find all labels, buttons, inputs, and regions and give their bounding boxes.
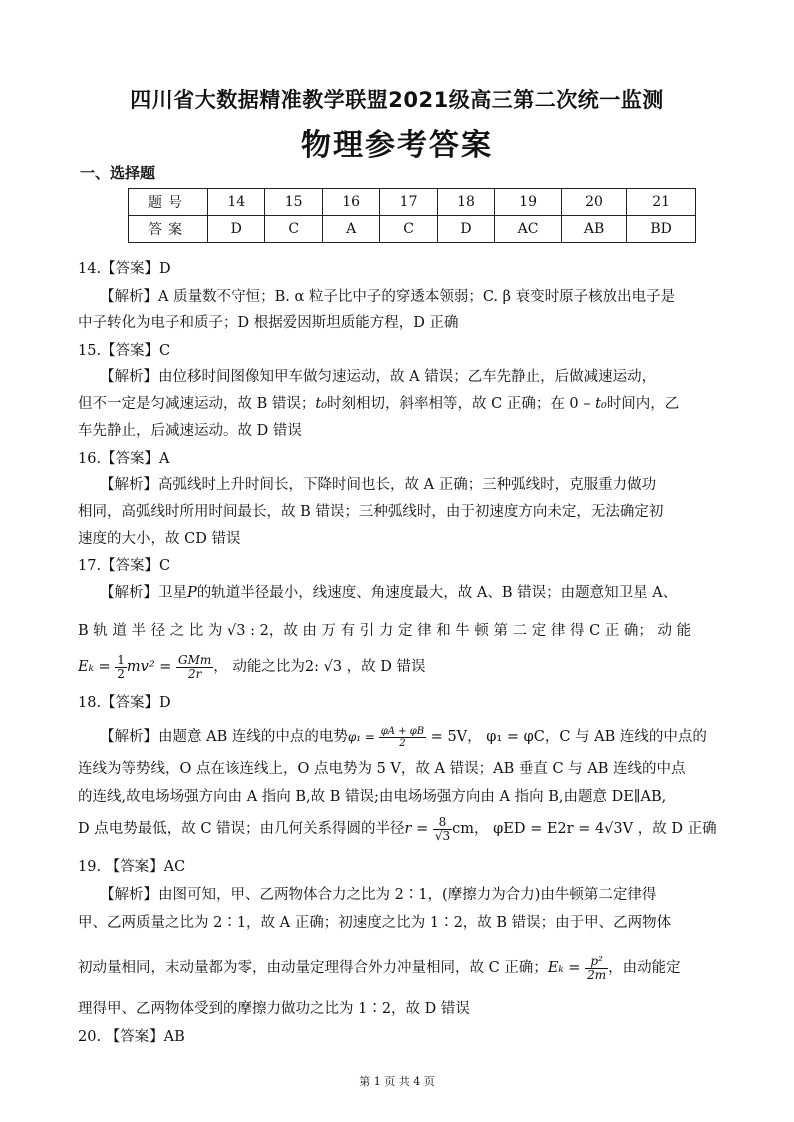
q15-explain-line: 【解析】由位移时间图像知甲车做匀速运动，故 A 错误；乙车先静止，后做减速运动，: [100, 369, 657, 385]
formula: r =: [404, 821, 433, 837]
fraction: [433, 816, 452, 843]
table-cell: A: [322, 216, 379, 243]
q19-explain-line: 甲、乙两质量之比为 2∶1，故 A 正确；初速度之比为 1∶2，故 B 错误；由于甲、乙两物体: [78, 915, 672, 931]
text: 时刻相切，斜率相等，故 C 正确；在 0 –: [327, 396, 596, 412]
denominator: √3: [434, 828, 451, 843]
formula: φ₁ =: [347, 730, 379, 744]
text: 【解析】由题意 AB 连线的中点的电势: [100, 729, 348, 745]
formula: √3 : 2: [227, 623, 269, 639]
text: 的轨道半径最小，线速度、角速度最大，故 A、B 错误；由题意知卫星 A、: [196, 585, 678, 601]
table-cell: C: [265, 216, 322, 243]
q19-explain-line: 理得甲、乙两物体受到的摩擦力做功之比为 1∶2，故 D 错误: [78, 1001, 470, 1017]
table-cell: 16: [322, 189, 379, 216]
exam-subtitle: 物理参考答案: [301, 128, 493, 163]
formula: mv² =: [126, 659, 177, 675]
numerator: 1: [117, 652, 125, 667]
q19-explain-line: 【解析】由图可知，甲、乙两物体合力之比为 2∶1，(摩擦力为合力)由牛顿第二定律得: [100, 887, 657, 903]
numerator: 8: [433, 816, 452, 830]
q14-explain-line: 中子转化为电子和质子；D 根据爱因斯坦质能方程，D 正确: [78, 315, 459, 331]
table-cell: 20: [561, 189, 626, 216]
text: 【解析】卫星: [100, 585, 187, 601]
q16-explain-line: 速度的大小，故 CD 错误: [78, 531, 241, 547]
table-row: [129, 189, 696, 216]
denominator: 2r: [187, 666, 202, 681]
q15-explain-line: 车先静止，后减速运动。故 D 错误: [78, 423, 302, 439]
formula: Eₖ =: [547, 960, 586, 976]
q16-explain-line: 相同，高弧线时所用时间最长，故 B 错误；三种弧线时，由于初速度方向未定，无法确定初: [78, 504, 664, 520]
text: ，由动能定: [608, 960, 681, 976]
text: 时间内，乙: [606, 396, 680, 412]
fraction: [585, 955, 608, 982]
table-cell: AC: [495, 216, 562, 243]
table-cell: AB: [561, 216, 626, 243]
table-cell: BD: [627, 216, 696, 243]
q17-explain-line: [78, 618, 691, 644]
table-cell: 21: [627, 189, 696, 216]
text: 但不一定是匀减速运动，故 B 错误；: [78, 396, 316, 412]
table-cell: 题号: [129, 189, 208, 216]
symbol: P: [187, 585, 197, 601]
table-row: [129, 216, 696, 243]
table-cell: 17: [380, 189, 437, 216]
q16-answer: 16.【答案】A: [78, 451, 170, 467]
q20-answer: 20. 【答案】AB: [78, 1029, 185, 1045]
text: cm， φED = E2r = 4√3V ，故 D 正确: [452, 821, 717, 837]
page-footer: 第 1 页 共 4 页: [359, 1075, 435, 1088]
symbol: t₀: [595, 396, 607, 412]
table-cell: 19: [495, 189, 562, 216]
numerator: p²: [585, 955, 608, 969]
fraction: [379, 726, 426, 749]
numerator: φA + φB: [380, 725, 425, 737]
q15-explain-line: [78, 391, 679, 417]
denominator: 2: [117, 666, 125, 681]
table-cell: C: [380, 216, 437, 243]
q14-explain-line: 【解析】A 质量数不守恒；B. α 粒子比中子的穿透本领弱；C. β 衰变时原子核放出电子是: [100, 289, 676, 305]
q18-explain-line: [78, 812, 717, 846]
formula: Eₖ =: [78, 659, 116, 675]
exam-title: 四川省大数据精准教学联盟2021级高三第二次统一监测: [130, 88, 664, 112]
fraction: [115, 654, 127, 681]
table-cell: 14: [208, 189, 265, 216]
fraction: [176, 654, 213, 681]
text: = 5V， φ₁ = φC，C 与 AB 连线的中点的: [426, 729, 707, 745]
table-cell: 15: [265, 189, 322, 216]
q18-explain-line: [100, 722, 707, 752]
q17-explain-line: [78, 652, 426, 682]
q14-answer: 14.【答案】D: [78, 261, 171, 277]
q15-answer: 15.【答案】C: [78, 343, 171, 359]
table-cell: D: [437, 216, 494, 243]
q18-explain-line: 连线为等势线，O 点在该连线上，O 点电势为 5 V，故 A 错误；AB 垂直 C 与 AB 连线的中点: [78, 761, 686, 777]
numerator: GMm: [178, 652, 212, 667]
text: 初动量相同，末动量都为零，由动量定理得合外力冲量相同，故 C 正确；: [78, 960, 548, 976]
table-cell: 答案: [129, 216, 208, 243]
text: D 点电势最低，故 C 错误；由几何关系得圆的半径: [78, 821, 405, 837]
text: ， 动能之比为2: √3 ，故 D 错误: [213, 659, 426, 675]
q18-answer: 18.【答案】D: [78, 695, 171, 711]
text: B 轨 道 半 径 之 比 为: [78, 623, 228, 639]
q18-explain-line: 的连线,故电场场强方向由 A 指向 B,故 B 错误;由电场场强方向由 A 指向 B,由题意 DE∥AB,: [78, 789, 667, 805]
table-cell: D: [208, 216, 265, 243]
text: ，故 由 万 有 引 力 定 律 和 牛 顿 第 二 定 律 得 C 正 确； 动 能: [268, 623, 692, 639]
table-cell: 18: [437, 189, 494, 216]
q16-explain-line: 【解析】高弧线时上升时间长，下降时间也长，故 A 正确；三种弧线时，克服重力做功: [100, 477, 657, 493]
denominator: 2m: [587, 967, 607, 982]
q19-answer: 19. 【答案】AC: [78, 859, 186, 875]
section-heading: 一、选择题: [80, 164, 156, 182]
q17-answer: 17.【答案】C: [78, 558, 171, 574]
q17-explain-line: [100, 580, 677, 606]
symbol: t₀: [315, 396, 328, 412]
denominator: 2: [399, 737, 406, 749]
answer-table: [128, 188, 696, 243]
q19-explain-line: [78, 952, 681, 984]
